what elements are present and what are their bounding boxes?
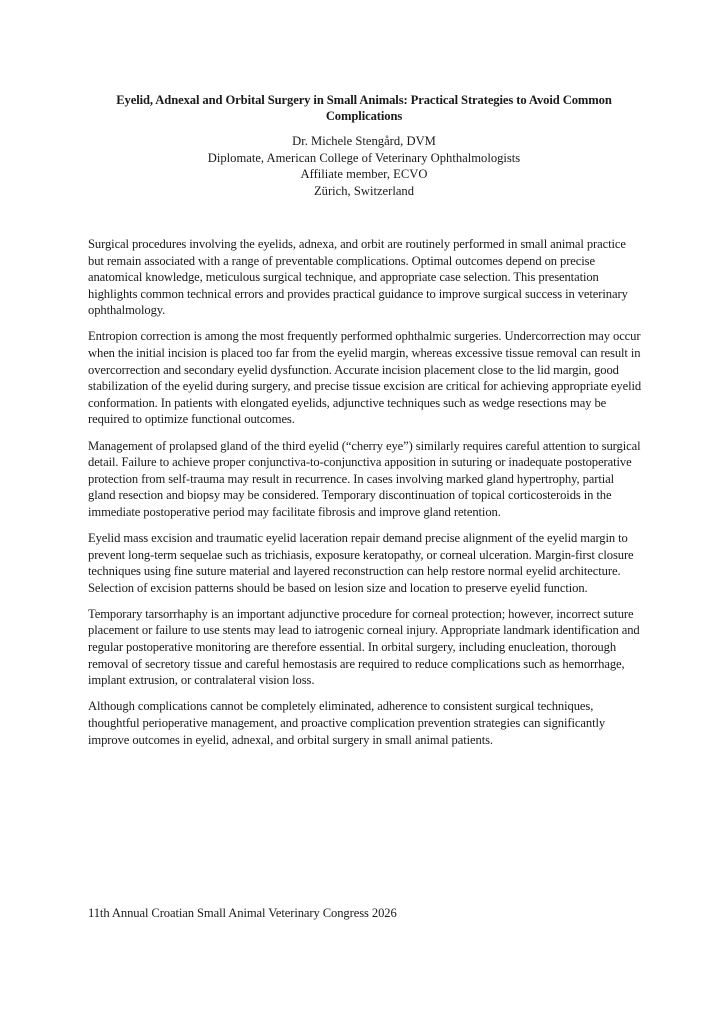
author-block xyxy=(88,133,640,199)
paragraph-conclusion: Although complications cannot be completely eliminated, adherence to consistent surgical techniques, thoughtful perioperative management, and proactive complication prevention strategies can significantly improve outcomes in eyelid, adnexal, and orbital surgery in small animal patients. xyxy=(88,699,606,747)
document-body xyxy=(88,236,644,758)
author-credential: Diplomate, American College of Veterinary Ophthalmologists xyxy=(207,150,521,165)
document-header xyxy=(88,92,640,199)
author-name: Dr. Michele Stengård, DVM xyxy=(292,134,436,148)
paragraph-cherry-eye: Management of prolapsed gland of the third eyelid (“cherry eye”) similarly requires careful attention to surgical detail. Failure to achieve proper conjunctiva-to-conjunctiva apposition in suturing or inadequate postoperative protection from self-trauma may result in recurrence. In cases involving marked gland hypertrophy, partial gland resection and biopsy may be considered. Temporary discontinuation of topical corticosteroids in the immediate postoperative period may facilitate fibrosis and improve gland retention. xyxy=(88,438,641,519)
paragraph-eyelid-mass: Eyelid mass excision and traumatic eyelid laceration repair demand precise alignment of the eyelid margin to prevent long-term sequelae such as trichiasis, exposure keratopathy, or corneal ulceration. Margin-first closure techniques using fine suture material and layered reconstruction can help restore normal eyelid architecture. Selection of excision patterns should be based on lesion size and location to preserve eyelid function. xyxy=(88,531,634,595)
document-footer: 11th Annual Croatian Small Animal Veterinary Congress 2026 xyxy=(88,906,397,920)
paragraph-introduction: Surgical procedures involving the eyelids, adnexa, and orbit are routinely performed in small animal practice but remain associated with a range of preventable complications. Optimal outcomes depend on precise anatomical knowledge, meticulous surgical technique, and appropriate case selection. This presentation highlights common technical errors and provides practical guidance to improve surgical success in veterinary ophthalmology. xyxy=(88,237,628,318)
document-title: Eyelid, Adnexal and Orbital Surgery in Small Animals: Practical Strategies to Avoid Common Complications xyxy=(116,93,612,123)
author-membership: Affiliate member, ECVO xyxy=(300,167,428,181)
paragraph-entropion: Entropion correction is among the most frequently performed ophthalmic surgeries. Undercorrection may occur when the initial incision is placed too far from the eyelid margin, whereas excessive tissue removal can result in overcorrection and secondary eyelid dysfunction. Accurate incision placement close to the lid margin, good stabilization of the eyelid during surgery, and precise tissue excision are critical for achieving appropriate eyelid conformation. In patients with elongated eyelids, adjunctive techniques such as wedge resections may be required to optimize functional outcomes. xyxy=(88,329,642,427)
paragraph-tarsorrhaphy: Temporary tarsorrhaphy is an important adjunctive procedure for corneal protection; however, incorrect suture placement or failure to use stents may lead to iatrogenic corneal injury. Appropriate landmark identification and regular postoperative monitoring are therefore essential. In orbital surgery, including enucleation, thorough removal of secretory tissue and careful hemostasis are required to reduce complications such as hemorrhage, implant extrusion, or contralateral vision loss. xyxy=(88,606,640,688)
author-location: Zürich, Switzerland xyxy=(313,183,415,198)
